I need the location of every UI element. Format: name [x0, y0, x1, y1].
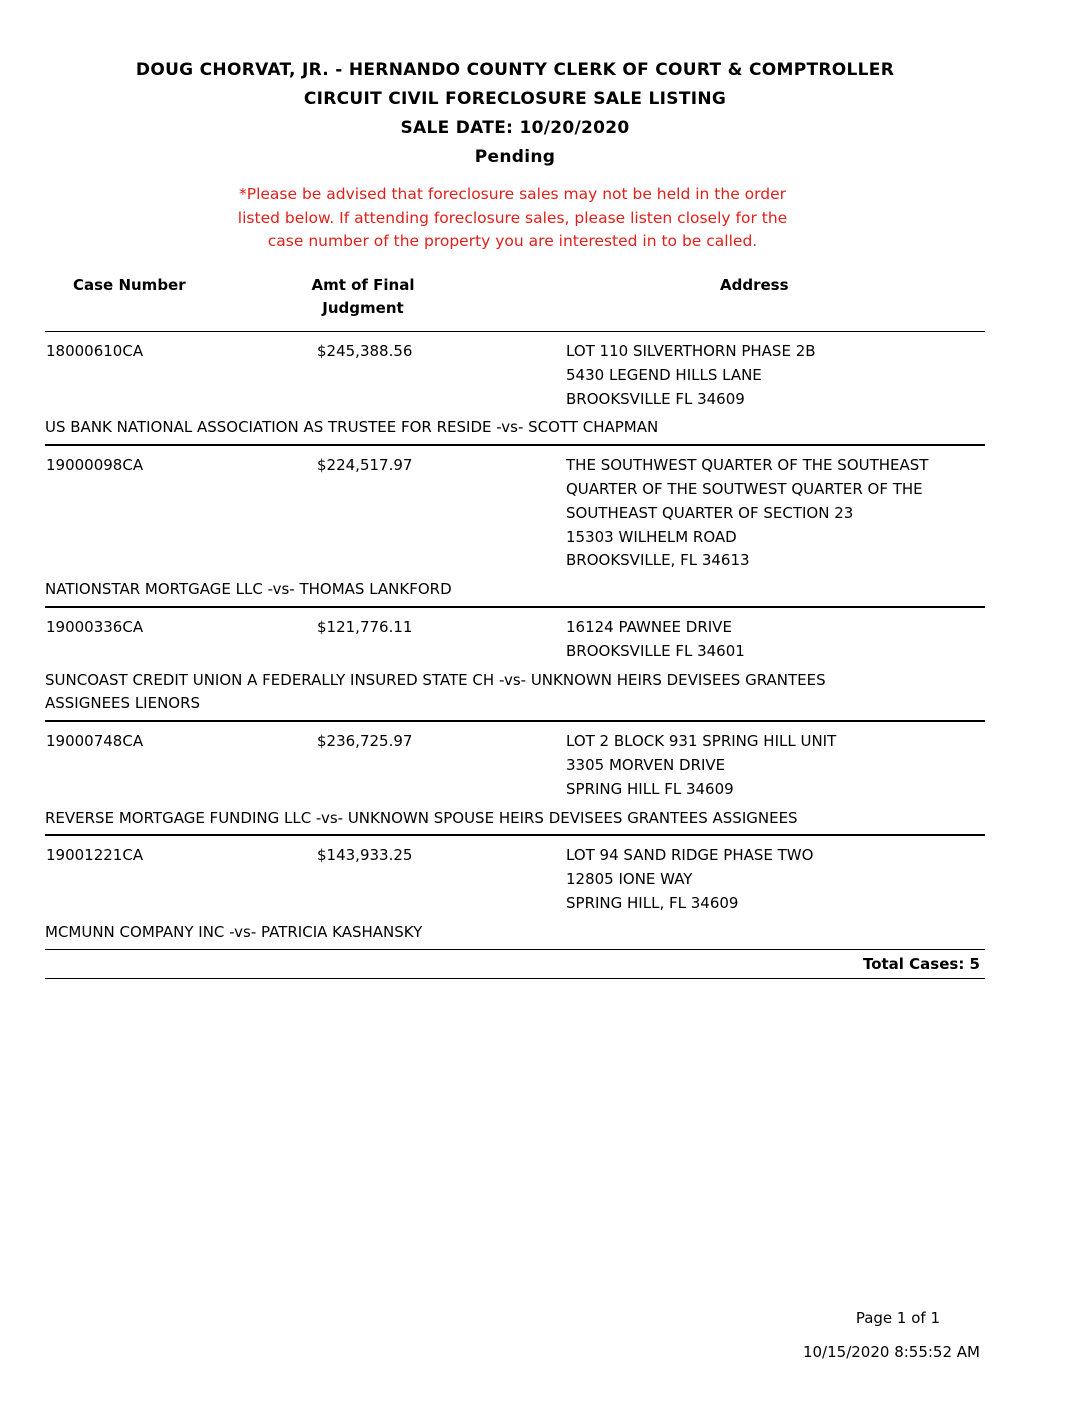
- listing-title: CIRCUIT CIVIL FORECLOSURE SALE LISTING: [303, 89, 727, 109]
- address-line: SPRING HILL FL 34609: [566, 779, 734, 798]
- case-row: [45, 844, 985, 915]
- judgment-amount: $236,725.97: [317, 732, 413, 751]
- property-address: [566, 340, 985, 411]
- address-line: 15303 WILHELM ROAD: [566, 527, 737, 546]
- address-line: SOUTHEAST QUARTER OF SECTION 23: [566, 503, 854, 522]
- footer-divider: [45, 978, 985, 979]
- address-line: BROOKSVILLE FL 34609: [566, 389, 745, 408]
- address-line: LOT 110 SILVERTHORN PHASE 2B: [566, 342, 816, 360]
- column-header-amount-line1: Amt of Final: [311, 276, 415, 294]
- judgment-amount: $143,933.25: [317, 846, 413, 865]
- case-parties: US BANK NATIONAL ASSOCIATION AS TRUSTEE FOR RESIDE -vs- SCOTT CHAPMAN: [45, 418, 659, 437]
- case-number: 19001221CA: [46, 846, 144, 865]
- address-line: THE SOUTHWEST QUARTER OF THE SOUTHEAST: [566, 456, 929, 475]
- case-record: [45, 332, 985, 446]
- property-address: [566, 454, 985, 573]
- total-cases: Total Cases: 5: [862, 955, 980, 973]
- case-row: [45, 454, 985, 573]
- address-line: BROOKSVILLE, FL 34613: [566, 551, 750, 570]
- address-line: 3305 MORVEN DRIVE: [566, 755, 726, 774]
- address-line: LOT 2 BLOCK 931 SPRING HILL UNIT: [566, 732, 837, 751]
- address-line: SPRING HILL, FL 34609: [566, 893, 739, 912]
- case-record: [45, 722, 985, 836]
- advisory-notice: [0, 183, 1025, 254]
- case-row: [45, 730, 985, 801]
- case-row: [45, 340, 985, 411]
- case-number: 19000098CA: [46, 456, 144, 475]
- address-line: QUARTER OF THE SOUTWEST QUARTER OF THE: [566, 479, 923, 498]
- property-address: [566, 730, 985, 801]
- case-parties: SUNCOAST CREDIT UNION A FEDERALLY INSURED STATE CH -vs- UNKNOWN HEIRS DEVISEES GRANTEES ASSIGNEES LIENORS: [45, 670, 826, 713]
- clerk-title: DOUG CHORVAT, JR. - HERNANDO COUNTY CLERK OF COURT & COMPTROLLER: [135, 60, 895, 80]
- notice-line: *Please be advised that foreclosure sales may not be held in the order: [238, 185, 786, 203]
- page-number: Page 1 of 1: [855, 1309, 940, 1327]
- case-number: 19000748CA: [46, 732, 144, 751]
- case-parties: NATIONSTAR MORTGAGE LLC -vs- THOMAS LANKFORD: [45, 580, 452, 599]
- property-address: [566, 844, 985, 915]
- case-record: [45, 446, 985, 608]
- print-timestamp: 10/15/2020 8:55:52 AM: [802, 1343, 980, 1361]
- case-record: [45, 836, 985, 949]
- column-header-address: Address: [720, 276, 789, 294]
- case-row: [45, 616, 985, 664]
- property-address: [566, 616, 985, 664]
- column-header-amount: [298, 274, 428, 320]
- report-header: [0, 56, 1030, 172]
- column-header-amount-line2: Judgment: [322, 299, 404, 317]
- judgment-amount: $121,776.11: [317, 617, 413, 636]
- notice-line: case number of the property you are interested in to be called.: [267, 232, 758, 250]
- column-header-case-number: Case Number: [73, 276, 186, 294]
- notice-line: listed below. If attending foreclosure sales, please listen closely for the: [237, 208, 788, 227]
- address-line: 5430 LEGEND HILLS LANE: [566, 365, 762, 384]
- case-number: 18000610CA: [46, 342, 144, 360]
- sale-date: SALE DATE: 10/20/2020: [400, 118, 630, 138]
- case-parties: MCMUNN COMPANY INC -vs- PATRICIA KASHANSKY: [45, 922, 423, 941]
- judgment-amount: $245,388.56: [317, 342, 413, 360]
- status-label: Pending: [474, 147, 556, 167]
- case-parties: REVERSE MORTGAGE FUNDING LLC -vs- UNKNOWN SPOUSE HEIRS DEVISEES GRANTEES ASSIGNEES: [45, 808, 798, 827]
- judgment-amount: $224,517.97: [317, 456, 413, 475]
- address-line: BROOKSVILLE FL 34601: [566, 641, 745, 660]
- address-line: 12805 IONE WAY: [566, 870, 693, 889]
- address-line: 16124 PAWNEE DRIVE: [566, 617, 732, 636]
- case-number: 19000336CA: [46, 617, 144, 636]
- address-line: LOT 94 SAND RIDGE PHASE TWO: [566, 846, 814, 865]
- case-record: [45, 608, 985, 722]
- records-list: [45, 332, 985, 950]
